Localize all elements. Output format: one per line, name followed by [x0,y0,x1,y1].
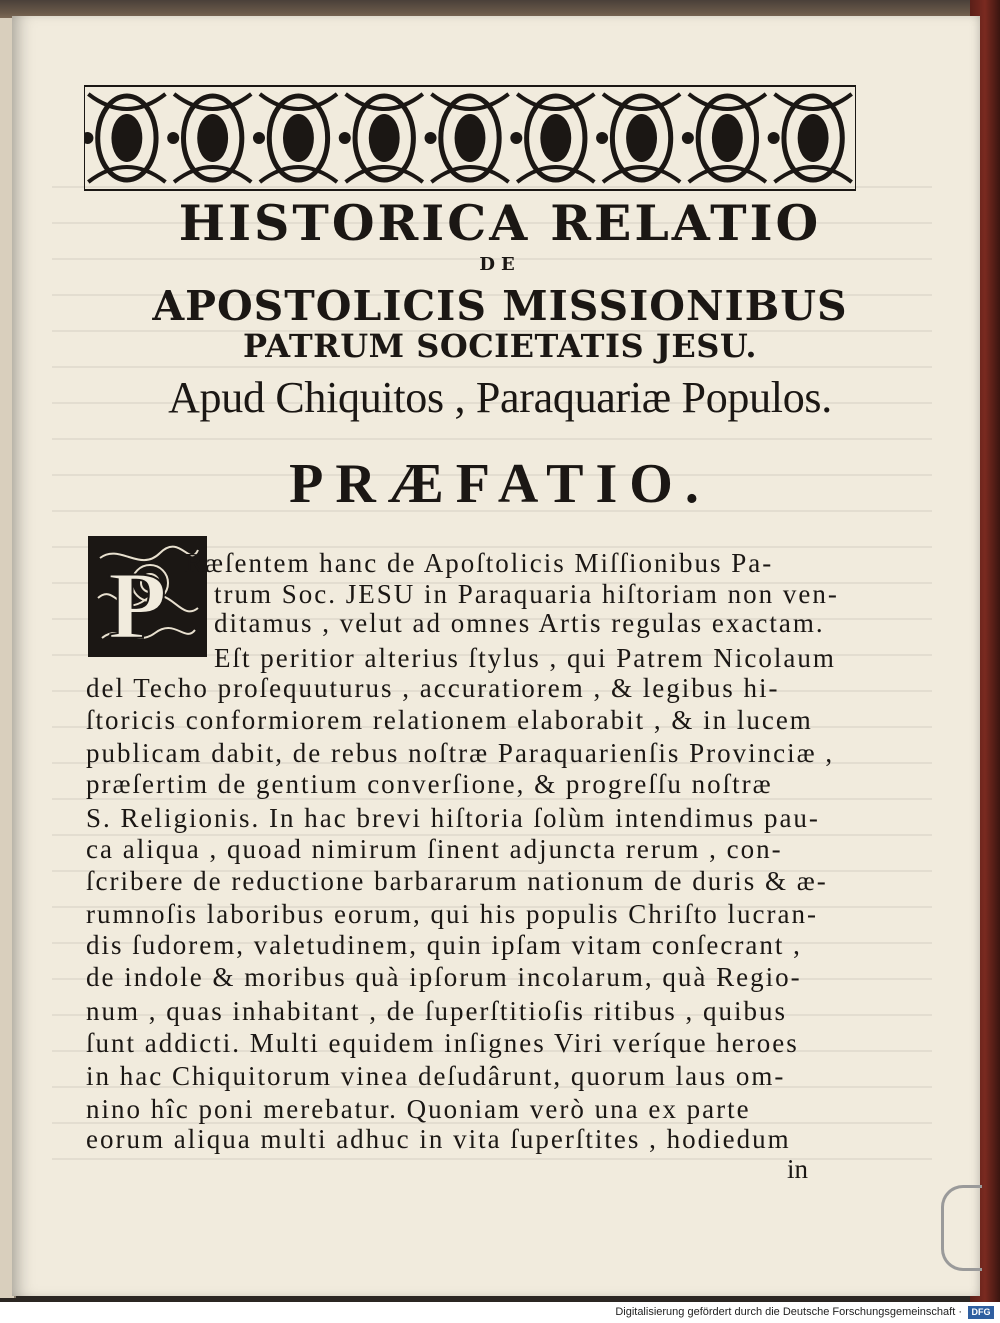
ornament-unit [682,94,766,182]
body-line: in hac Chiquitorum vinea deſudârunt, quorum laus om- [86,1061,786,1091]
ornament-unit [339,94,423,182]
body-line: Ræſentem hanc de Apoſtolicis Miſſionibus Pa- [185,548,774,578]
body-line: ſunt addicti. Multi equidem inſignes Viri veríque heroes [86,1028,799,1058]
body-line: num , quas inhabitant , de ſuperſtitioſis ritibus , quibus [86,996,787,1026]
body-line: trum Soc. JESU in Paraquaria hiſtoriam non ven- [214,579,839,609]
body-line: publicam dabit, de rebus noſtræ Paraquarienſis Provinciæ , [86,738,835,768]
body-line: præſertim de gentium converſione, & progreſſu noſtræ [86,769,773,799]
title-line-3: APOSTOLICIS MISSIONIBUS [152,282,848,330]
body-line: ditamus , velut ad omnes Artis regulas exactam. [214,608,825,638]
page-clip [941,1185,982,1271]
body-line: del Techo proſequuturus , accuratiorem , & legibus hi- [86,673,780,703]
digitization-footer [0,1302,1000,1323]
ornament-unit [84,94,165,182]
catchword: in [787,1154,809,1184]
title-line-1: HISTORICA RELATIO [178,194,822,252]
title-line-2: DE [479,254,521,275]
body-line: eorum aliqua multi adhuc in vita ſuperſtites , hodiedum [86,1124,791,1154]
title-line-4: PATRUM SOCIETATIS JESU. [243,327,757,365]
body-line: S. Religionis. In hac brevi hiſtoria ſolùm intendimus pau- [86,803,820,833]
initial-letter: P [108,552,167,655]
body-line: ſtoricis conformiorem relationem elaborabit , & in lucem [86,705,813,735]
ornament-unit [253,94,337,182]
ornament-unit [510,94,594,182]
body-line: de indole & moribus quà ipſorum incolarum, quà Regio- [86,962,802,992]
ornament-unit [596,94,680,182]
body-line: rumnoſis laboribus eorum, qui his populis Chriſto lucran- [86,899,818,929]
section-heading: PRÆFATIO. [289,453,711,515]
dfg-logo: DFG [968,1306,994,1319]
body-line: Eſt peritior alterius ſtylus , qui Patrem Nicolaum [214,643,836,673]
body-line: ca aliqua , quoad nimirum ſinent adjuncta rerum , con- [86,834,783,864]
body-line: dis ſudorem, valetudinem, quin ipſam vitam conſecrant , [86,930,802,960]
ornament-band [84,84,856,192]
ornament-unit [167,94,251,182]
body-line: ſcribere de reductione barbararum nationum de duris & æ- [86,866,828,896]
footer-credit: Digitalisierung gefördert durch die Deutsche Forschungsgemeinschaft · [615,1306,962,1318]
title-line-5: Apud Chiquitos , Paraquariæ Populos. [168,373,832,422]
ornament-unit [425,94,509,182]
ornament-unit [768,94,852,182]
body-line: nino hîc poni merebatur. Quoniam verò una ex parte [86,1094,751,1124]
